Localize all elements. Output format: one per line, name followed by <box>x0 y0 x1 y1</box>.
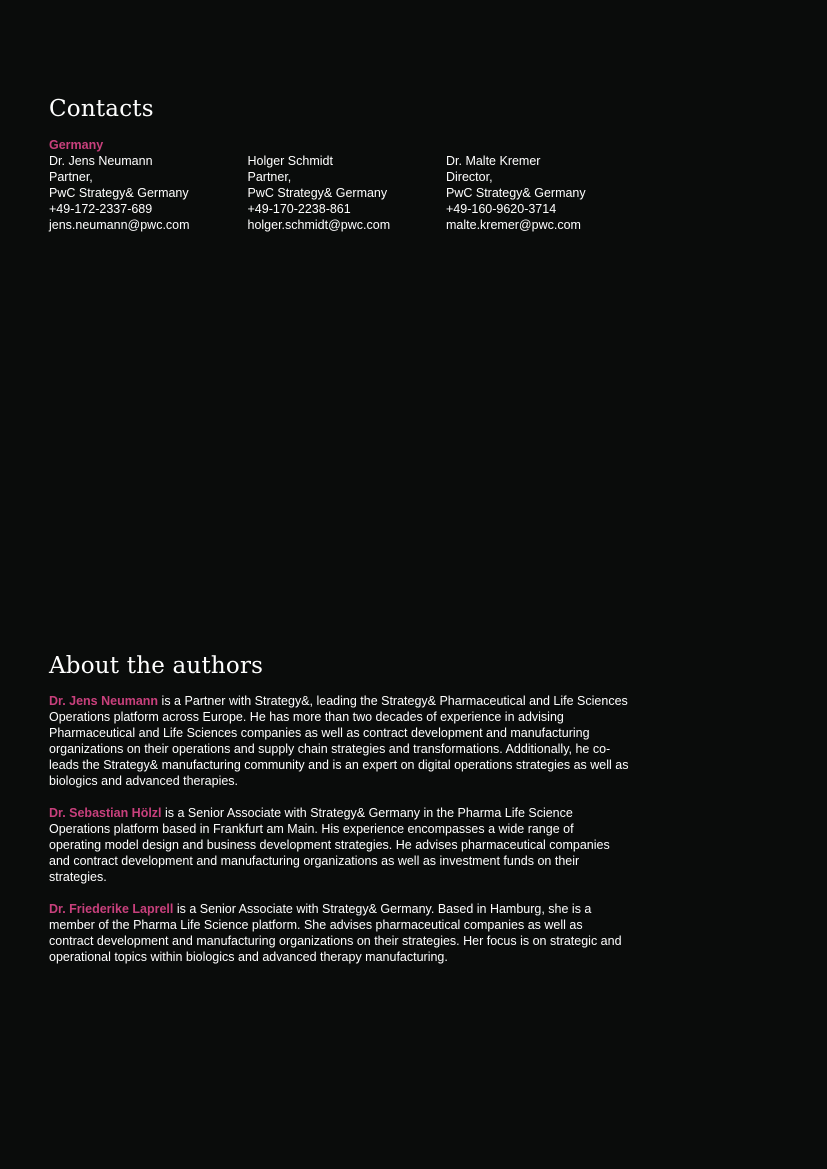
contacts-heading: Contacts <box>49 96 154 122</box>
contact-card <box>446 153 645 233</box>
contact-email[interactable]: holger.schmidt@pwc.com <box>247 218 391 232</box>
contact-phone: +49-170-2238-861 <box>247 202 351 216</box>
author-bio-text: is a Senior Associate with Strategy& Germany. Based in Hamburg, she is a member of the Pharma Life Science platform. She advises pharmaceutical companies as well as contract development and manufacturing organizations on their strategies. Her focus is on strategic and operational topics within biologics and advanced therapy manufacturing. <box>49 902 622 964</box>
contact-title: Director, <box>446 170 493 184</box>
contact-card <box>248 153 447 233</box>
author-name: Dr. Friederike Laprell <box>49 902 174 916</box>
author-bio <box>49 901 629 965</box>
contact-company: PwC Strategy& Germany <box>247 186 388 200</box>
contact-email[interactable]: jens.neumann@pwc.com <box>49 218 190 232</box>
author-bio-text: is a Senior Associate with Strategy& Germany in the Pharma Life Science Operations platform based in Frankfurt am Main. His experience encompasses a wide range of operating model design and business development strategies. He advises pharmaceutical companies and contract development and manufacturing organizations as well as investment funds on their strategies. <box>49 806 610 884</box>
contact-card <box>49 153 248 233</box>
contacts-country: Germany <box>49 138 104 152</box>
authors-heading: About the authors <box>49 653 264 679</box>
author-bio <box>49 805 629 885</box>
author-name: Dr. Sebastian Hölzl <box>49 806 162 820</box>
contact-title: Partner, <box>49 170 93 184</box>
contact-company: PwC Strategy& Germany <box>49 186 189 200</box>
contact-name: Dr. Malte Kremer <box>446 154 541 168</box>
contact-email[interactable]: malte.kremer@pwc.com <box>446 218 581 232</box>
contact-phone: +49-172-2337-689 <box>49 202 153 216</box>
author-bio <box>49 693 629 789</box>
contacts-section <box>49 137 649 233</box>
contact-columns <box>49 153 649 233</box>
author-bio-text: is a Partner with Strategy&, leading the Strategy& Pharmaceutical and Life Sciences Operations platform across Europe. He has more than two decades of experience in advising Pharmaceutical and Life Sciences companies as well as contract development and manufacturing organizations on their operations and supply chain strategies and transformations. Additionally, he co-leads the Strategy& manufacturing community and is an expert on digital operations strategies as well as biologics and advanced therapies. <box>49 694 629 788</box>
contact-name: Holger Schmidt <box>247 154 333 168</box>
contact-company: PwC Strategy& Germany <box>446 186 586 200</box>
contact-title: Partner, <box>247 170 292 184</box>
contact-name: Dr. Jens Neumann <box>49 154 153 168</box>
authors-section <box>49 693 629 981</box>
author-name: Dr. Jens Neumann <box>49 694 159 708</box>
contact-phone: +49-160-9620-3714 <box>446 202 557 216</box>
